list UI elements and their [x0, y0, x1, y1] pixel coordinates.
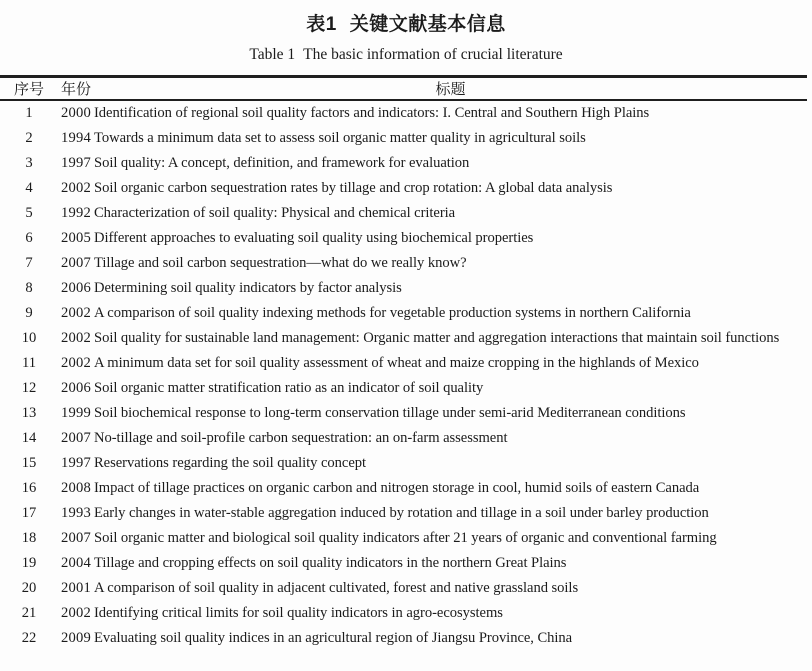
column-header-title: 标题 [94, 77, 807, 101]
row-year-cell: 2006 [61, 280, 91, 296]
row-year-cell: 2002 [61, 305, 91, 321]
row-index-cell: 21 [21, 605, 37, 621]
table-row [0, 201, 807, 226]
row-index-cell: 10 [21, 330, 37, 346]
row-index-cell: 1 [25, 105, 33, 121]
row-title-cell: Soil organic matter and biological soil quality indicators after 21 years of organic and conventional farming [94, 530, 717, 546]
table-header-row [0, 77, 807, 101]
table-row [0, 476, 807, 501]
row-index-cell: 11 [21, 355, 37, 371]
table-row [0, 401, 807, 426]
table-row [0, 551, 807, 576]
table-caption-en [0, 46, 812, 64]
row-index-cell: 20 [21, 580, 37, 596]
row-year-cell: 1992 [61, 205, 91, 221]
row-index-cell: 12 [21, 380, 37, 396]
row-index-cell: 17 [21, 505, 37, 521]
row-year-cell: 1999 [61, 405, 91, 421]
row-title-cell: Tillage and cropping effects on soil quality indicators in the northern Great Plains [94, 555, 567, 571]
row-year-cell: 2001 [61, 580, 91, 596]
row-year-cell: 2004 [61, 555, 91, 571]
row-year-cell: 2007 [61, 530, 91, 546]
row-title-cell: A comparison of soil quality indexing methods for vegetable production systems in northern California [94, 305, 691, 321]
literature-table-body [0, 100, 807, 651]
row-index-cell: 5 [25, 205, 33, 221]
row-title-cell: Soil organic carbon sequestration rates by tillage and crop rotation: A global data analysis [94, 180, 613, 196]
table-row [0, 576, 807, 601]
row-index-cell: 13 [21, 405, 37, 421]
table-row [0, 351, 807, 376]
row-year-cell: 2002 [61, 605, 91, 621]
row-title-cell: Soil organic matter stratification ratio as an indicator of soil quality [94, 380, 484, 396]
table-row [0, 626, 807, 651]
row-title-cell: Evaluating soil quality indices in an agricultural region of Jiangsu Province, China [94, 630, 573, 646]
table-caption-zh [0, 0, 812, 36]
row-year-cell: 2002 [61, 355, 91, 371]
row-year-cell: 2005 [61, 230, 91, 246]
table-caption-zh-title: 关键文献基本信息 [349, 14, 506, 35]
row-index-cell: 18 [21, 530, 37, 546]
row-title-cell: Soil biochemical response to long-term conservation tillage under semi-arid Mediterranean conditions [94, 405, 686, 421]
table-caption-en-title: The basic information of crucial literature [303, 46, 563, 63]
table-row [0, 451, 807, 476]
column-header-index: 序号 [0, 77, 58, 101]
table-row [0, 326, 807, 351]
row-title-cell: Identification of regional soil quality factors and indicators: I. Central and Southern High Plains [94, 105, 650, 121]
table-row [0, 176, 807, 201]
row-year-cell: 2002 [61, 330, 91, 346]
row-index-cell: 3 [25, 155, 33, 171]
table-row [0, 501, 807, 526]
row-index-cell: 6 [25, 230, 33, 246]
table-row [0, 301, 807, 326]
table-row [0, 526, 807, 551]
table-caption-zh-label: 表1 [306, 14, 337, 35]
row-index-cell: 7 [25, 255, 33, 271]
row-index-cell: 22 [21, 630, 37, 646]
literature-table [0, 75, 807, 651]
row-index-cell: 19 [21, 555, 37, 571]
table-row [0, 151, 807, 176]
row-title-cell: A minimum data set for soil quality assessment of wheat and maize cropping in the highlands of Mexico [94, 355, 699, 371]
row-year-cell: 2002 [61, 180, 91, 196]
row-title-cell: Soil quality for sustainable land management: Organic matter and aggregation interactions that maintain soil functions [94, 330, 780, 346]
row-year-cell: 1994 [61, 130, 91, 146]
row-year-cell: 2007 [61, 255, 91, 271]
row-year-cell: 1993 [61, 505, 91, 521]
row-title-cell: Towards a minimum data set to assess soil organic matter quality in agricultural soils [94, 130, 586, 146]
row-title-cell: Identifying critical limits for soil quality indicators in agro-ecosystems [94, 605, 503, 621]
row-index-cell: 8 [25, 280, 33, 296]
row-title-cell: Different approaches to evaluating soil quality using biochemical properties [94, 230, 534, 246]
row-year-cell: 2008 [61, 480, 91, 496]
row-year-cell: 2000 [61, 105, 91, 121]
row-index-cell: 15 [21, 455, 37, 471]
row-year-cell: 2007 [61, 430, 91, 446]
row-title-cell: Soil quality: A concept, definition, and framework for evaluation [94, 155, 470, 171]
row-index-cell: 14 [21, 430, 37, 446]
row-title-cell: Early changes in water-stable aggregation induced by rotation and tillage in a soil under barley production [94, 505, 709, 521]
row-year-cell: 1997 [61, 455, 91, 471]
table-row [0, 226, 807, 251]
row-year-cell: 2006 [61, 380, 91, 396]
table-row [0, 376, 807, 401]
row-title-cell: No-tillage and soil-profile carbon sequestration: an on-farm assessment [94, 430, 508, 446]
table-row [0, 126, 807, 151]
table-row [0, 426, 807, 451]
row-index-cell: 9 [25, 305, 33, 321]
row-index-cell: 16 [21, 480, 37, 496]
row-index-cell: 4 [25, 180, 33, 196]
row-title-cell: Characterization of soil quality: Physical and chemical criteria [94, 205, 456, 221]
row-title-cell: Tillage and soil carbon sequestration—what do we really know? [94, 255, 467, 271]
table-caption-en-label: Table 1 [249, 46, 296, 63]
row-title-cell: A comparison of soil quality in adjacent cultivated, forest and native grassland soils [94, 580, 579, 596]
row-title-cell: Reservations regarding the soil quality concept [94, 455, 367, 471]
row-year-cell: 1997 [61, 155, 91, 171]
table-row [0, 601, 807, 626]
table-row [0, 276, 807, 301]
row-index-cell: 2 [25, 130, 33, 146]
column-header-year: 年份 [58, 77, 94, 101]
row-year-cell: 2009 [61, 630, 91, 646]
table-row [0, 100, 807, 126]
row-title-cell: Determining soil quality indicators by factor analysis [94, 280, 402, 296]
table-row [0, 251, 807, 276]
row-title-cell: Impact of tillage practices on organic carbon and nitrogen storage in cool, humid soils of eastern Canada [94, 480, 700, 496]
